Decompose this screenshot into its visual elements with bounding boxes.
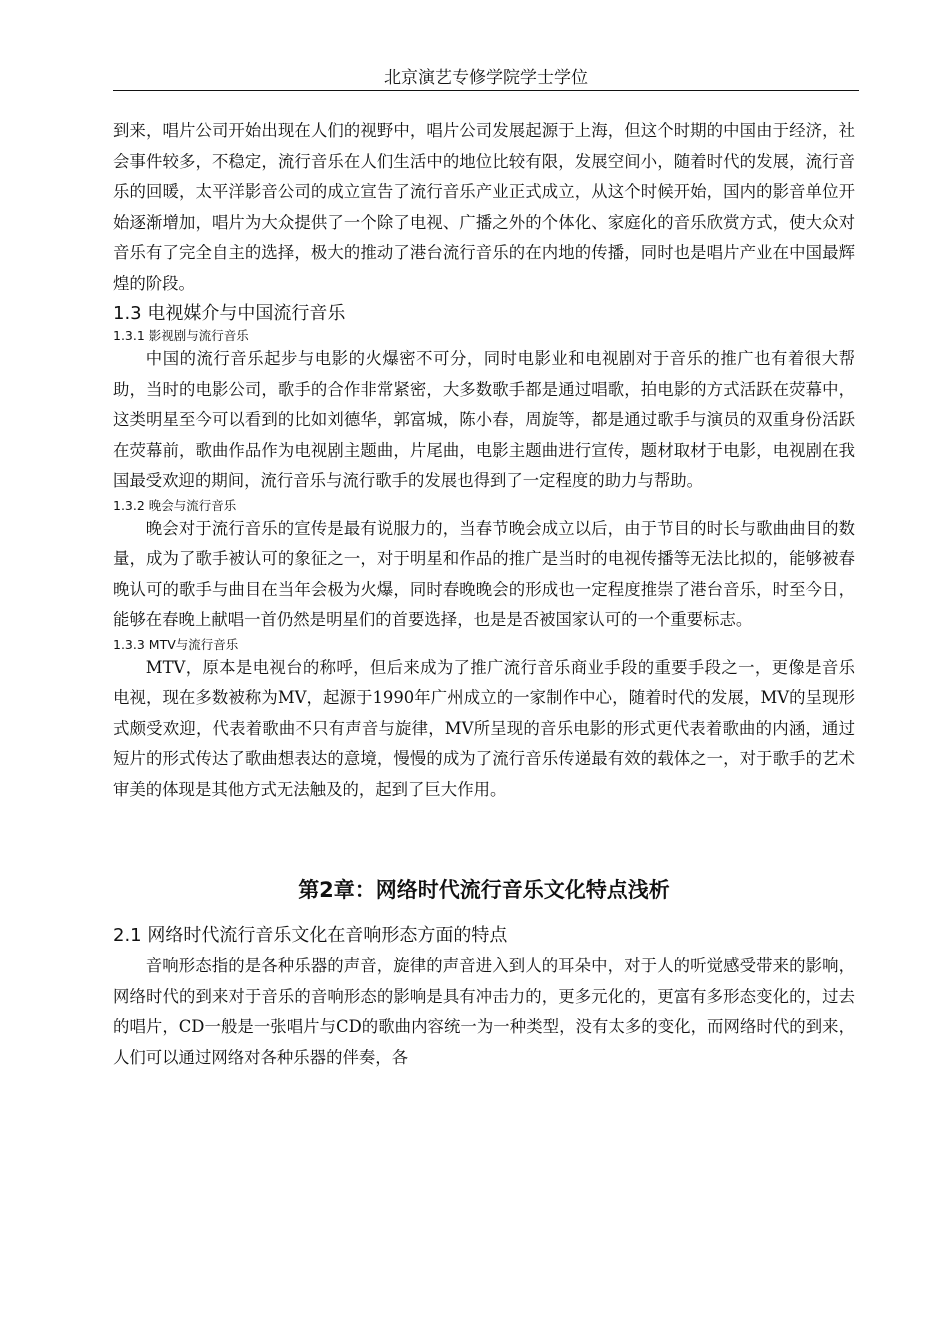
- paragraph-intro: 到来，唱片公司开始出现在人们的视野中，唱片公司发展起源于上海，但这个时期的中国由于经济，社会事件较多，不稳定，流行音乐在人们生活中的地位比较有限，发展空间小，随着时代的发展，流行音乐的回暖，太平洋影音公司的成立宣告了流行音乐产业正式成立，从这个时候开始，国内的影音单位开始逐渐增加，唱片为大众提供了一个除了电视、广播之外的个体化、家庭化的音乐欣赏方式，使大众对音乐有了完全自主的选择，极大的推动了港台流行音乐的在内地的传播，同时也是唱片产业在中国最辉煌的阶段。: [113, 121, 855, 293]
- running-header: 北京演艺专修学院学士学位: [384, 68, 588, 88]
- paragraph-1-3-3: MTV，原本是电视台的称呼，但后来成为了推广流行音乐商业手段的重要手段之一，更像是音乐电视，现在多数被称为MV，起源于1990年广州成立的一家制作中心，随着时代的发展，MV的呈现形式颇受欢迎，代表着歌曲不只有声音与旋律，MV所呈现的音乐电影的形式更代表着歌曲的内涵，通过短片的形式传达了歌曲想表达的意境，慢慢的成为了流行音乐传递最有效的载体之一，对于歌手的艺术审美的体现是其他方式无法触及的，起到了巨大作用。: [113, 657, 855, 799]
- paragraph-1-3-1: 中国的流行音乐起步与电影的火爆密不可分，同时电影业和电视剧对于音乐的推广也有着很大帮助，当时的电影公司，歌手的合作非常紧密，大多数歌手都是通过唱歌，拍电影的方式活跃在荧幕中，这类明星至今可以看到的比如刘德华，郭富城，陈小春，周旋等，都是通过歌手与演员的双重身份活跃在荧幕前，歌曲作品作为电视剧主题曲，片尾曲，电影主题曲进行宣传，题材取材于电影，电视剧在我国最受欢迎的期间，流行音乐与流行歌手的发展也得到了一定程度的助力与帮助。: [113, 349, 855, 490]
- section-heading-1-3: 1.3 电视媒介与中国流行音乐: [113, 303, 346, 324]
- paragraph-2-1: 音响形态指的是各种乐器的声音，旋律的声音进入到人的耳朵中，对于人的听觉感受带来的影响，网络时代的到来对于音乐的音响形态的影响是具有冲击力的，更多元化的，更富有多形态变化的，过去的唱片，CD一般是一张唱片与CD的歌曲内容统一为一种类型，没有太多的变化，而网络时代的到来，人们可以通过网络对各种乐器的伴奏，各: [113, 956, 855, 1067]
- subsection-heading-1-3-2: 1.3.2 晚会与流行音乐: [113, 497, 237, 513]
- section-heading-2-1: 2.1 网络时代流行音乐文化在音响形态方面的特点: [113, 925, 508, 946]
- body-content: [113, 116, 855, 1073]
- header-rule: [113, 90, 859, 91]
- subsection-heading-1-3-3: 1.3.3 MTV与流行音乐: [113, 636, 239, 652]
- chapter-heading-2: 第2章：网络时代流行音乐文化特点浅析: [298, 878, 670, 902]
- paragraph-1-3-2: 晚会对于流行音乐的宣传是最有说服力的，当春节晚会成立以后，由于节目的时长与歌曲曲目的数量，成为了歌手被认可的象征之一，对于明星和作品的推广是当时的电视传播等无法比拟的，能够被春晚认可的歌手与曲目在当年会极为火爆，同时春晚晚会的形成也一定程度推崇了港台音乐，时至今日，能够在春晚上献唱一首仍然是明星们的首要选择，也是是否被国家认可的一个重要标志。: [113, 518, 855, 629]
- subsection-heading-1-3-1: 1.3.1 影视剧与流行音乐: [113, 328, 249, 343]
